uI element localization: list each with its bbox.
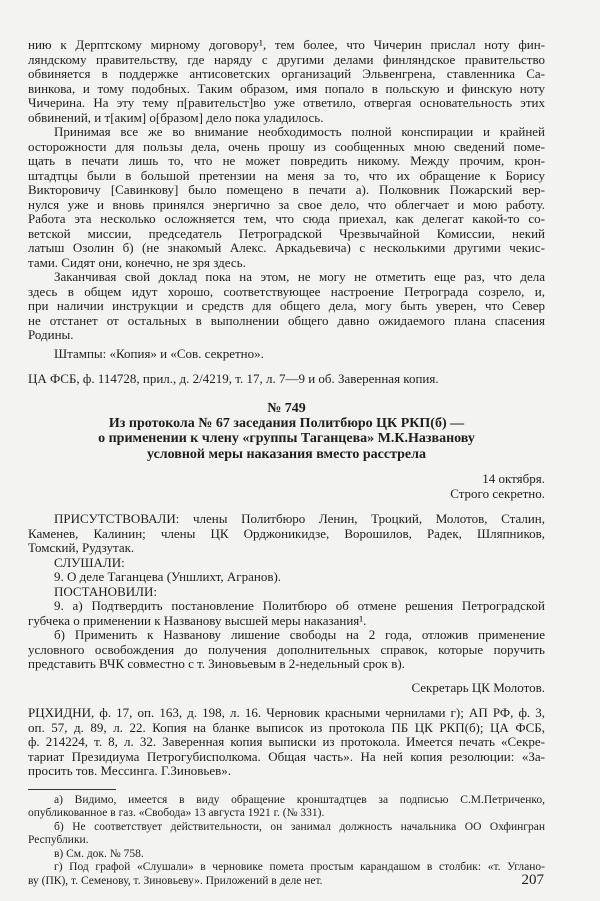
text-line: просить тов. Мессинга. Г.Зиновьев». — [28, 763, 232, 778]
text-line: обвинений, и т[аким] о[бразом] дело пока уладилось. — [28, 109, 324, 125]
text-line: в) См. док. № 758. — [54, 847, 144, 860]
text-line: тами. Сидят они, конечно, не зря здесь. — [28, 254, 246, 270]
resolution-b — [28, 628, 545, 672]
text-line: ветской миссии, председатель Петроградской Чрезвычайной Комиссии, некий — [28, 225, 545, 241]
text-line: г) Под графой «Слушали» в черновике помета простым карандашом в столбик: «т. Углано- — [54, 861, 545, 873]
text-line: ЦА ФСБ, ф. 114728, прил., д. 2/4219, т. 17, л. 7—9 и об. Заверенная копия. — [28, 371, 439, 386]
text-line: не отстанет от остальных в выполнении общего давно ожидаемого плана спасения — [28, 312, 545, 328]
heard-label: СЛУШАЛИ: — [54, 554, 125, 570]
text-line: 9. а) Подтвердить постановление Политбюро об отмене решения Петроградской — [54, 598, 545, 613]
resolution-a — [28, 599, 545, 628]
text-line: ву (ПК), т. Семенову, т. Зиновьеву». Приложений в деле нет. — [28, 874, 323, 887]
footnote-v — [28, 848, 545, 862]
title-line: условной меры наказания вместо расстрела — [147, 446, 426, 462]
document-page — [28, 38, 545, 888]
text-line: нию к Дерптскому мирному договору¹, тем более, что Чичерин прислал ноту фин- — [28, 37, 545, 52]
text-line: опубликованное в газ. «Свобода» 13 августа 1921 г. (№ 331). — [28, 807, 325, 819]
text-line: осторожности для пользы дела, очень прошу из сообщенных мною сведений поме- — [28, 138, 545, 154]
signature: Секретарь ЦК Молотов. — [411, 679, 545, 695]
text-line: Викторовичу [Савинкову] было помещено в печати а). Полковник Пожарский вер- — [28, 182, 545, 197]
text-line: ляндскому правительству, где наряду с другими делами финляндское правительство — [28, 51, 545, 67]
text-line: Республики. — [28, 834, 89, 846]
text-line: латыш Озолин б) (не знакомый Алекс. Аркадьевича) с несколькими другими чекис- — [28, 240, 545, 255]
text-line: щать в печати лишь то, что не может повредить никому. Между прочим, крон- — [28, 153, 545, 168]
title-line: о применении к члену «группы Таганцева» М.К.Названову — [98, 431, 475, 446]
text-line: ПРИСУТСТВОВАЛИ: члены Политбюро Ленин, Троцкий, Молотов, Сталин, — [54, 511, 545, 526]
text-line: Работа эта несколько осложняется тем, что сюда приехал, как делегат какой-то со- — [28, 211, 545, 226]
text-line: Заканчивая свой доклад пока на этом, не могу не отметить еще раз, что дела — [54, 269, 545, 284]
page-number: 207 — [521, 872, 544, 888]
text-line: Томский, Рудзутак. — [28, 540, 135, 555]
footnote-divider — [28, 789, 116, 790]
text-line: ф. 214224, т. 8, л. 32. Заверенная копия выписки из протокола. Имеется печать «Секре- — [28, 734, 545, 749]
paragraph-conclusion — [28, 270, 545, 343]
text-line: РЦХИДНИ, ф. 17, оп. 163, д. 198, л. 16. Черновик красными чернилами г); АП РФ, ф. 3, — [28, 705, 545, 720]
text-line: Родины. — [28, 327, 74, 342]
paragraph-continuation — [28, 38, 545, 125]
archive-references — [28, 706, 545, 779]
text-line: здесь в общем идут хорошо, соответствующее настроение Петрограда созрело, и, — [28, 283, 545, 299]
text-line: Чичерина. На эту тему п[равительст]во уже ответило, отвергая основательность этих — [28, 95, 545, 110]
text-line: представить ВЧК совместно с т. Зиновьевым в 2-недельный срок в). — [28, 656, 405, 671]
resolved-label: ПОСТАНОВИЛИ: — [54, 583, 157, 599]
text-line: Принимая все же во внимание необходимость полной конспирации и крайней — [54, 124, 545, 139]
classification: Строго секретно. — [450, 485, 545, 501]
title-line: Из протокола № 67 заседания Политбюро ЦК РКП(б) — — [108, 415, 465, 431]
footnote-g — [28, 861, 545, 888]
document-title — [28, 416, 545, 463]
text-line: штадтцы были в большой претензии на меня за то, что их обращение к Борису — [28, 167, 545, 183]
paragraph-conspiracy — [28, 125, 545, 270]
heard-item: 9. О деле Таганцева (Уншлихт, Агранов). — [54, 569, 282, 584]
text-line: винкова, и тому подобных. Таким образом, имя попало в польскую и финскую ноту — [28, 80, 545, 96]
text-line: б) Не соответствует действительности, он занимал должность начальника ОО Охфингран — [54, 820, 545, 833]
archive-source — [28, 372, 545, 387]
text-line: б) Применить к Названову лишение свободы на 2 года, отложив применение — [54, 627, 545, 642]
text-line: обвиняется в поддержке антисоветских организаций Эльвенгрена, ставленника Са- — [28, 66, 545, 81]
footnote-b — [28, 821, 545, 848]
text-line: оп. 57, д. 89, л. 22. Копия на бланке выписок из протокола ПБ ЦК РКП(б); ЦА ФСБ, — [28, 719, 545, 735]
text-line: условного освобождения до получения дополнительных справок, которые поручить — [28, 641, 545, 657]
text-line: нулся уже и вновь принялся энергично за свое дело, что облегчает и мою работу. — [28, 196, 545, 212]
text-line: а) Видимо, имеется в виду обращение кронштадтцев за подписью С.М.Петриченко, — [54, 793, 545, 806]
text-line: Штампы: «Копия» и «Сов. секретно». — [54, 345, 264, 361]
stamps-note — [28, 347, 545, 362]
footnote-a — [28, 794, 545, 821]
text-line: губчека о применении к Названову высшей меры наказания¹. — [28, 612, 367, 628]
text-line: Каменев, Калинин; члены ЦК Орджоникидзе, Ворошилов, Радек, Шляпников, — [28, 525, 545, 541]
text-line: тариат Президиума Петрогубисполкома. Общая часть». На ней копия резолюции: «За- — [28, 748, 545, 764]
document-number: № 749 — [267, 400, 306, 416]
present-list — [28, 512, 545, 556]
text-line: при наличии инструкции и средств для общего дела, могу быть уверен, что Север — [28, 298, 545, 313]
document-date: 14 октября. — [482, 471, 545, 486]
